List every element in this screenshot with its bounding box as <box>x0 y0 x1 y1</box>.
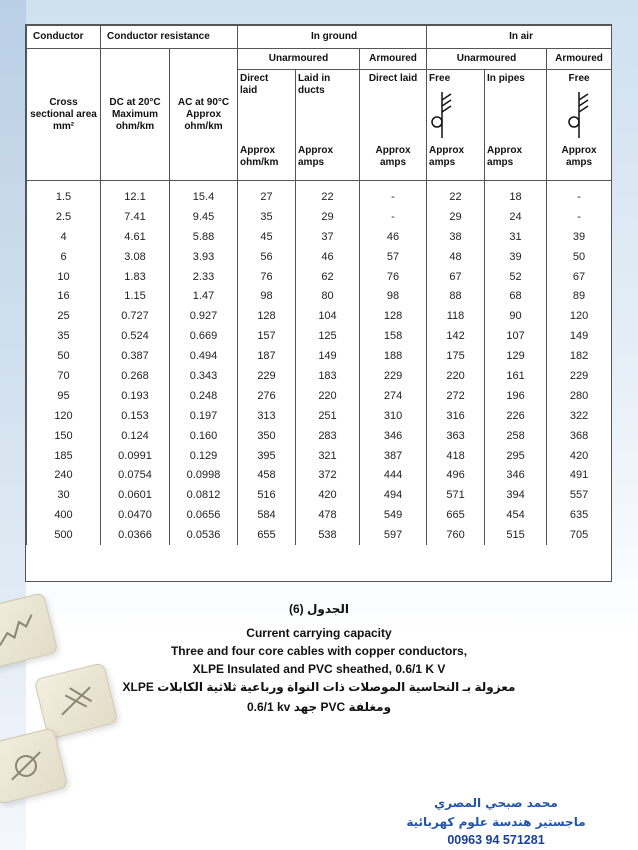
table-cell: 29 <box>427 207 485 227</box>
table-body <box>27 181 612 546</box>
table-row <box>27 406 612 426</box>
table-cell: 39 <box>485 247 547 267</box>
table-cell: 538 <box>296 525 360 545</box>
in-pipes-label: In pipes <box>487 73 525 84</box>
table-cell: 89 <box>547 286 612 306</box>
author-name: محمد صبحي المصري <box>434 796 558 810</box>
table-cell: 549 <box>360 505 427 525</box>
table-cell: - <box>360 181 427 207</box>
table-cell: 0.669 <box>170 326 238 346</box>
table-cell: 52 <box>485 267 547 287</box>
table-cell: 187 <box>238 346 296 366</box>
table-row <box>27 485 612 505</box>
laid-in-ducts-label: Laid in ducts <box>298 73 331 96</box>
table-cell: 46 <box>360 227 427 247</box>
header-dc <box>101 49 170 181</box>
table-cell: 39 <box>547 227 612 247</box>
table-row <box>27 306 612 326</box>
table-cell: 149 <box>296 346 360 366</box>
table-row <box>27 207 612 227</box>
table-row <box>27 267 612 287</box>
table-cell: 37 <box>296 227 360 247</box>
table-cell: 395 <box>238 446 296 466</box>
table-cell: 22 <box>427 181 485 207</box>
header-conductor: Conductor <box>27 26 101 49</box>
table-cell: 346 <box>360 426 427 446</box>
table-cell: 50 <box>547 247 612 267</box>
table-cell: 0.193 <box>101 386 170 406</box>
table-cell: 18 <box>485 181 547 207</box>
table-cell: 120 <box>27 406 101 426</box>
direct-laid-armoured-label: Direct laid <box>368 73 418 84</box>
table-cell: 283 <box>296 426 360 446</box>
table-cell: 557 <box>547 485 612 505</box>
direct-laid-armoured-unit: Approx amps <box>375 145 411 168</box>
table-cell: 88 <box>427 286 485 306</box>
table-cell: 98 <box>238 286 296 306</box>
table-cell: 363 <box>427 426 485 446</box>
cable-spacing-armoured-icon <box>566 92 592 138</box>
table-cell: 229 <box>238 366 296 386</box>
table-cell: 0.0470 <box>101 505 170 525</box>
table-cell: 665 <box>427 505 485 525</box>
table-cell: 0.343 <box>170 366 238 386</box>
table-cell: 70 <box>27 366 101 386</box>
table-cell: 0.0998 <box>170 465 238 485</box>
table-cell: 10 <box>27 267 101 287</box>
table-cell: 25 <box>27 306 101 326</box>
table-row <box>27 247 612 267</box>
table-cell: 38 <box>427 227 485 247</box>
free-armoured-label: Free <box>568 73 590 84</box>
table-cell: 62 <box>296 267 360 287</box>
table-cell: 458 <box>238 465 296 485</box>
table-cell: 372 <box>296 465 360 485</box>
table-cell: 0.153 <box>101 406 170 426</box>
table-cell: 104 <box>296 306 360 326</box>
table-cell: 368 <box>547 426 612 446</box>
table-cell: 444 <box>360 465 427 485</box>
table-cell: 316 <box>427 406 485 426</box>
table-cell: 0.0754 <box>101 465 170 485</box>
table-cell: 0.0991 <box>101 446 170 466</box>
cable-spacing-icon <box>429 92 455 138</box>
cross-section-label: Cross sectional area <box>30 96 97 120</box>
table-cell: 0.494 <box>170 346 238 366</box>
table-cell: 90 <box>485 306 547 326</box>
header-free-armoured <box>547 70 612 181</box>
table-cell: 0.0601 <box>101 485 170 505</box>
table-cell: 229 <box>360 366 427 386</box>
table-cell: - <box>547 207 612 227</box>
table-cell: 220 <box>427 366 485 386</box>
table-cell: 30 <box>27 485 101 505</box>
table-cell: 655 <box>238 525 296 545</box>
table-cell: 57 <box>360 247 427 267</box>
header-direct-laid-armoured <box>360 70 427 181</box>
table-cell: 157 <box>238 326 296 346</box>
table-cell: 128 <box>360 306 427 326</box>
header-ac <box>170 49 238 181</box>
header-in-ground: In ground <box>238 26 427 49</box>
table-cell: 0.387 <box>101 346 170 366</box>
table-cell: 0.0656 <box>170 505 238 525</box>
table-cell: 2.5 <box>27 207 101 227</box>
table-cell: 149 <box>547 326 612 346</box>
key-decoration <box>0 727 68 805</box>
table-cell: 107 <box>485 326 547 346</box>
table-cell: 67 <box>427 267 485 287</box>
header-armoured-ground: Armoured <box>360 49 427 70</box>
table-cell: 48 <box>427 247 485 267</box>
table-cell: 16 <box>27 286 101 306</box>
dc-label: DC at 20°C <box>109 96 161 108</box>
caption-line-2: XLPE Insulated and PVC sheathed, 0.6/1 K V <box>192 662 446 676</box>
table-cell: - <box>547 181 612 207</box>
table-cell: 500 <box>27 525 101 545</box>
circuit-symbol-icon <box>0 741 53 791</box>
table-cell: 420 <box>296 485 360 505</box>
in-pipes-unit: Approx amps <box>487 145 523 168</box>
ac-unit: Approx ohm/km <box>184 108 223 132</box>
table-cell: 76 <box>238 267 296 287</box>
table-cell: 0.248 <box>170 386 238 406</box>
author-phone: 00963 94 571281 <box>447 833 545 847</box>
table-cell: 1.83 <box>101 267 170 287</box>
table-cell: 80 <box>296 286 360 306</box>
ac-label: AC at 90°C <box>177 96 230 108</box>
table-cell: 0.524 <box>101 326 170 346</box>
table-cell: 29 <box>296 207 360 227</box>
table-cell: 7.41 <box>101 207 170 227</box>
table-row <box>27 386 612 406</box>
table-cell: - <box>360 207 427 227</box>
table-cell: 3.93 <box>170 247 238 267</box>
table-cell: 0.727 <box>101 306 170 326</box>
table-cell: 2.33 <box>170 267 238 287</box>
table-cell: 56 <box>238 247 296 267</box>
free-unit: Approx amps <box>429 145 465 168</box>
header-free <box>427 70 485 181</box>
table-cell: 705 <box>547 525 612 545</box>
table-cell: 0.0366 <box>101 525 170 545</box>
table-cell: 276 <box>238 386 296 406</box>
table-cell: 346 <box>485 465 547 485</box>
table-cell: 128 <box>238 306 296 326</box>
table-cell: 50 <box>27 346 101 366</box>
table-cell: 0.0812 <box>170 485 238 505</box>
table-cell: 295 <box>485 446 547 466</box>
table-cell: 494 <box>360 485 427 505</box>
table-row <box>27 525 612 545</box>
header-in-air: In air <box>427 26 612 49</box>
table-cell: 196 <box>485 386 547 406</box>
table-cell: 584 <box>238 505 296 525</box>
header-armoured-air: Armoured <box>547 49 612 70</box>
table-number: (6) ﺍﻟﺠﺪﻭﻝ <box>288 602 350 616</box>
table-cell: 454 <box>485 505 547 525</box>
table-cell: 258 <box>485 426 547 446</box>
table-row <box>27 446 612 466</box>
table-cell: 175 <box>427 346 485 366</box>
table-cell: 27 <box>238 181 296 207</box>
table-row <box>27 181 612 207</box>
direct-laid-unit: Approx ohm/km <box>240 145 279 168</box>
header-in-pipes <box>485 70 547 181</box>
table-row <box>27 286 612 306</box>
table-cell: 0.0536 <box>170 525 238 545</box>
table-cell: 46 <box>296 247 360 267</box>
table-cell: 161 <box>485 366 547 386</box>
table-cell: 420 <box>547 446 612 466</box>
table-cell: 272 <box>427 386 485 406</box>
table-cell: 12.1 <box>101 181 170 207</box>
table-cell: 478 <box>296 505 360 525</box>
table-cell: 68 <box>485 286 547 306</box>
table-row <box>27 227 612 247</box>
table-cell: 418 <box>427 446 485 466</box>
cross-section-unit: mm² <box>52 120 75 132</box>
table-cell: 120 <box>547 306 612 326</box>
table-cell: 9.45 <box>170 207 238 227</box>
table-cell: 118 <box>427 306 485 326</box>
table-cell: 322 <box>547 406 612 426</box>
table-cell: 98 <box>360 286 427 306</box>
table-cell: 760 <box>427 525 485 545</box>
table-cell: 635 <box>547 505 612 525</box>
table-cell: 0.124 <box>101 426 170 446</box>
data-table <box>26 25 612 545</box>
table-cell: 313 <box>238 406 296 426</box>
header-laid-in-ducts <box>296 70 360 181</box>
table-cell: 3.08 <box>101 247 170 267</box>
table-cell: 310 <box>360 406 427 426</box>
table-cell: 496 <box>427 465 485 485</box>
table-cell: 280 <box>547 386 612 406</box>
table-cell: 516 <box>238 485 296 505</box>
table-cell: 158 <box>360 326 427 346</box>
table-row <box>27 346 612 366</box>
table-cell: 0.197 <box>170 406 238 426</box>
table-cell: 129 <box>485 346 547 366</box>
table-row <box>27 426 612 446</box>
table-cell: 274 <box>360 386 427 406</box>
table-cell: 185 <box>27 446 101 466</box>
caption-line-4: 0.6/1 kv ﺟﻬﺪ PVC ﻭﻣﻐﻠﻔﺔ <box>246 700 392 714</box>
current-capacity-table <box>25 24 612 582</box>
header-direct-laid <box>238 70 296 181</box>
table-cell: 67 <box>547 267 612 287</box>
table-cell: 226 <box>485 406 547 426</box>
header-unarmoured-air: Unarmoured <box>427 49 547 70</box>
free-label: Free <box>429 73 451 84</box>
table-cell: 0.160 <box>170 426 238 446</box>
table-cell: 491 <box>547 465 612 485</box>
table-cell: 387 <box>360 446 427 466</box>
table-cell: 150 <box>27 426 101 446</box>
table-cell: 350 <box>238 426 296 446</box>
caption-title: Current carrying capacity <box>246 626 392 640</box>
table-cell: 597 <box>360 525 427 545</box>
table-cell: 142 <box>427 326 485 346</box>
author-title: ماجستير هندسة علوم كهربائية <box>406 815 586 829</box>
direct-laid-label: Direct laid <box>240 73 269 96</box>
caption-line-1: Three and four core cables with copper conductors, <box>170 644 468 658</box>
table-cell: 400 <box>27 505 101 525</box>
table-cell: 5.88 <box>170 227 238 247</box>
table-cell: 571 <box>427 485 485 505</box>
table-cell: 182 <box>547 346 612 366</box>
table-cell: 220 <box>296 386 360 406</box>
dc-unit: Maximum ohm/km <box>111 108 159 132</box>
table-cell: 24 <box>485 207 547 227</box>
table-cell: 188 <box>360 346 427 366</box>
table-cell: 321 <box>296 446 360 466</box>
table-cell: 15.4 <box>170 181 238 207</box>
table-row <box>27 326 612 346</box>
table-cell: 31 <box>485 227 547 247</box>
table-cell: 4 <box>27 227 101 247</box>
table-row <box>27 505 612 525</box>
table-cell: 45 <box>238 227 296 247</box>
table-cell: 4.61 <box>101 227 170 247</box>
table-cell: 0.268 <box>101 366 170 386</box>
header-unarmoured-ground: Unarmoured <box>238 49 360 70</box>
table-cell: 240 <box>27 465 101 485</box>
table-cell: 1.5 <box>27 181 101 207</box>
table-cell: 515 <box>485 525 547 545</box>
table-cell: 0.129 <box>170 446 238 466</box>
table-cell: 76 <box>360 267 427 287</box>
table-cell: 22 <box>296 181 360 207</box>
table-cell: 6 <box>27 247 101 267</box>
table-cell: 95 <box>27 386 101 406</box>
header-cross-section <box>27 49 101 181</box>
free-armoured-unit: Approx amps <box>561 145 597 168</box>
table-cell: 0.927 <box>170 306 238 326</box>
table-cell: 251 <box>296 406 360 426</box>
table-cell: 1.47 <box>170 286 238 306</box>
table-cell: 35 <box>27 326 101 346</box>
table-cell: 125 <box>296 326 360 346</box>
caption-line-3: XLPE ﻣﻌﺰﻭﻟﺔ ﺑـ ﺍﻟﻨﺤﺎﺳﻴﺔ ﺍﻟﻤﻮﺻﻼﺕ ﺫﺍﺕ ﺍﻟﻨﻮﺍﺓ ﻭﺭﺑﺎﻋﻴﺔ ﺛﻼﺛﻴﺔ ﺍﻟﻜﺎﺑﻼﺕ <box>122 680 516 694</box>
laid-in-ducts-unit: Approx amps <box>298 145 333 168</box>
table-cell: 35 <box>238 207 296 227</box>
table-row <box>27 366 612 386</box>
table-cell: 1.15 <box>101 286 170 306</box>
table-row <box>27 465 612 485</box>
table-cell: 183 <box>296 366 360 386</box>
table-cell: 394 <box>485 485 547 505</box>
table-cell: 229 <box>547 366 612 386</box>
header-conductor-resistance: Conductor resistance <box>101 26 238 49</box>
